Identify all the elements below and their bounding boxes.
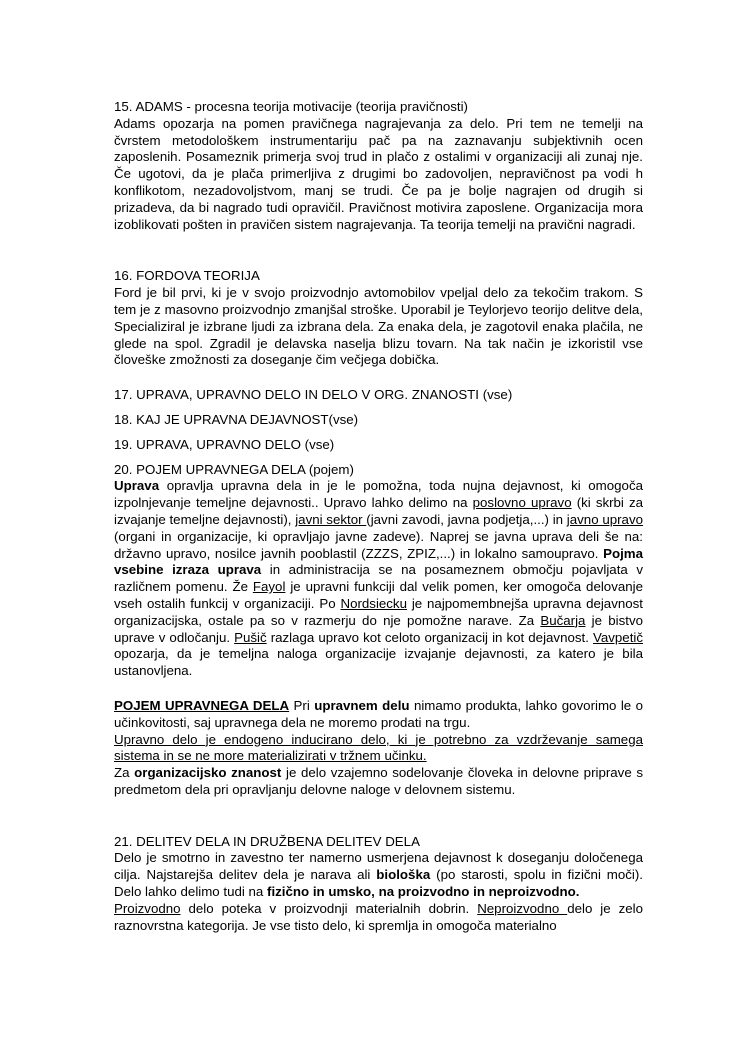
author-bucarja: Bučarja: [540, 612, 586, 628]
section-17-heading: 17. UPRAVA, UPRAVNO DELO IN DELO V ORG. ZNANOSTI (vse): [114, 387, 513, 403]
section-20-paragraph-2: POJEM UPRAVNEGA DELA Pri upravnem delu nimamo produkta, lahko govorimo le o učinkovitosti, saj upravnega dela ne moremo prodati na trgu.: [114, 697, 644, 730]
author-pusic: Pušič: [234, 629, 267, 645]
section-21-paragraph-2: Proizvodno delo poteka v proizvodnji materialnih dobrin. Neproizvodno delo je zelo raznovrstna kategorija. Je vse tisto delo, ki spremlja in omogoča materialno: [114, 900, 643, 933]
section-15-heading: 15. ADAMS - procesna teorija motivacije (teorija pravičnosti): [114, 99, 468, 114]
term-organizacijsko-znanost: organizacijsko znanost: [134, 765, 282, 781]
section-20-paragraph-3: Za organizacijsko znanost je delo vzajemno sodelovanje človeka in delovne priprave s predmetom dela pri opravljanju delovne naloge v delovnem sistemu.: [114, 765, 643, 797]
section-16-heading: 16. FORDOVA TEORIJA: [114, 268, 260, 284]
author-nordsiecku: Nordsiecku: [340, 595, 407, 611]
author-fayol: Fayol: [252, 579, 286, 595]
term-uprava: Uprava: [114, 478, 160, 494]
section-16-body: Ford je bil prvi, ki je v svojo proizvodnjo avtomobilov vpeljal delo za tekočim trakom. S tem je z masovno proizvodnjo zmanjšal stroške. Uporabil je Teylorjevo teorijo delitve dela, Specializiral je izbrane ljudi za izbrana dela. Za enaka dela, je zagotovil enaka plačila, ne glede na spol. Zgradil je delavska naselja blizu tovarn. Na tak način je izkoristil vse človeške zmožnosti za doseganje čim večjega dobička.: [114, 285, 643, 368]
document-content: [114, 99, 643, 934]
section-19-heading: 19. UPRAVA, UPRAVNO DELO (vse): [114, 436, 335, 452]
author-vavpetic: Vavpetič: [592, 629, 643, 645]
term-bioloska: biološka: [376, 867, 431, 883]
section-20-definition: Upravno delo je endogeno inducirano delo, ki je potrebno za vzdrževanje samega sistema in se ne more materializirati v tržnem učinku.: [114, 731, 643, 764]
term-upravnem-delu: upravnem delu: [314, 697, 410, 713]
term-poslovno-upravo: poslovno upravo: [472, 495, 572, 511]
section-21-paragraph-1: Delo je smotrno in zavestno ter namerno usmerjena dejavnost k doseganju določenega cilja. Najstarejša delitev dela je narava ali biološka (po starosti, spolu in fizični moči). Delo lahko delimo tudi na fizično in umsko, na proizvodno in neproizvodno.: [114, 850, 643, 900]
section-20-heading: 20. POJEM UPRAVNEGA DELA (pojem): [114, 461, 354, 477]
term-javno-upravo: javno upravo: [566, 511, 643, 527]
term-pojma-vsebine: Pojma vsebine izraza uprava: [114, 545, 643, 578]
term-javni-sektor: javni sektor: [295, 511, 367, 527]
subheading-pojem-upravnega-dela: POJEM UPRAVNEGA DELA: [114, 697, 290, 713]
term-fizicno-umsko: fizično in umsko, na proizvodno in neproizvodno.: [267, 884, 580, 900]
term-proizvodno: Proizvodno: [114, 900, 181, 916]
section-20-paragraph-1: Uprava opravlja upravna dela in je le pomožna, toda nujna dejavnost, ki omogoča izpolnjevanje temeljne dejavnosti.. Upravo lahko delimo na poslovno upravo (ki skrbi za izvajanje temeljne dejavnosti), javni sektor (javni zavodi, javna podjetja,...) in javno upravo (organi in organizacije, ki opravljajo javne zadeve). Naprej se javna uprava deli še na: državno upravo, nosilce javnih pooblastil (ZZZS, ZPIZ,...) in lokalno samoupravo. Pojma vsebine izraza uprava in administracija se na posameznem območju pojavljata v različnem pomenu. Že Fayol je upravni funkciji dal velik pomen, ker omogoča delovanje vseh ostalih funkcij v organizaciji. Po Nordsiecku je najpomembnejša upravna dejavnost organizacijska, ostale pa so v razmerju do nje pomožne narave. Za Bučarja je bistvo uprave v odločanju. Pušič razlaga upravo kot celoto organizacij in kot dejavnost. Vavpetič opozarja, da je temeljna naloga organizacije izvajanje dejavnosti, za katero je bila ustanovljena.: [114, 478, 644, 679]
section-21-heading: 21. DELITEV DELA IN DRUŽBENA DELITEV DELA: [114, 833, 420, 849]
section-18-heading: 18. KAJ JE UPRAVNA DEJAVNOST(vse): [114, 411, 359, 427]
section-15-body: Adams opozarja na pomen pravičnega nagrajevanja za delo. Pri tem ne temelji na čvrstem metodološkem instrumentariju pač pa na zaznavanju subjektivnih ocen zaposlenih. Posameznik primerja svoj trud in plačo z ostalimi v organizaciji ali zunaj nje. Če ugotovi, da je plača primerljiva z drugimi bo zadovoljen, nepravičnost pa vodi h konflikotom, nezadovoljstvom, manj se trudi. Če pa je bolje nagrajen od drugih si prizadeva, da bi nagrado tudi opravičil. Pravičnost motivira zaposlene. Organizacija mora izoblikovati pošten in pravičen sistem nagrajevanja. Ta teorija temelji na pravični nagradi.: [114, 115, 643, 232]
term-neproizvodno: Neproizvodno: [477, 900, 568, 916]
